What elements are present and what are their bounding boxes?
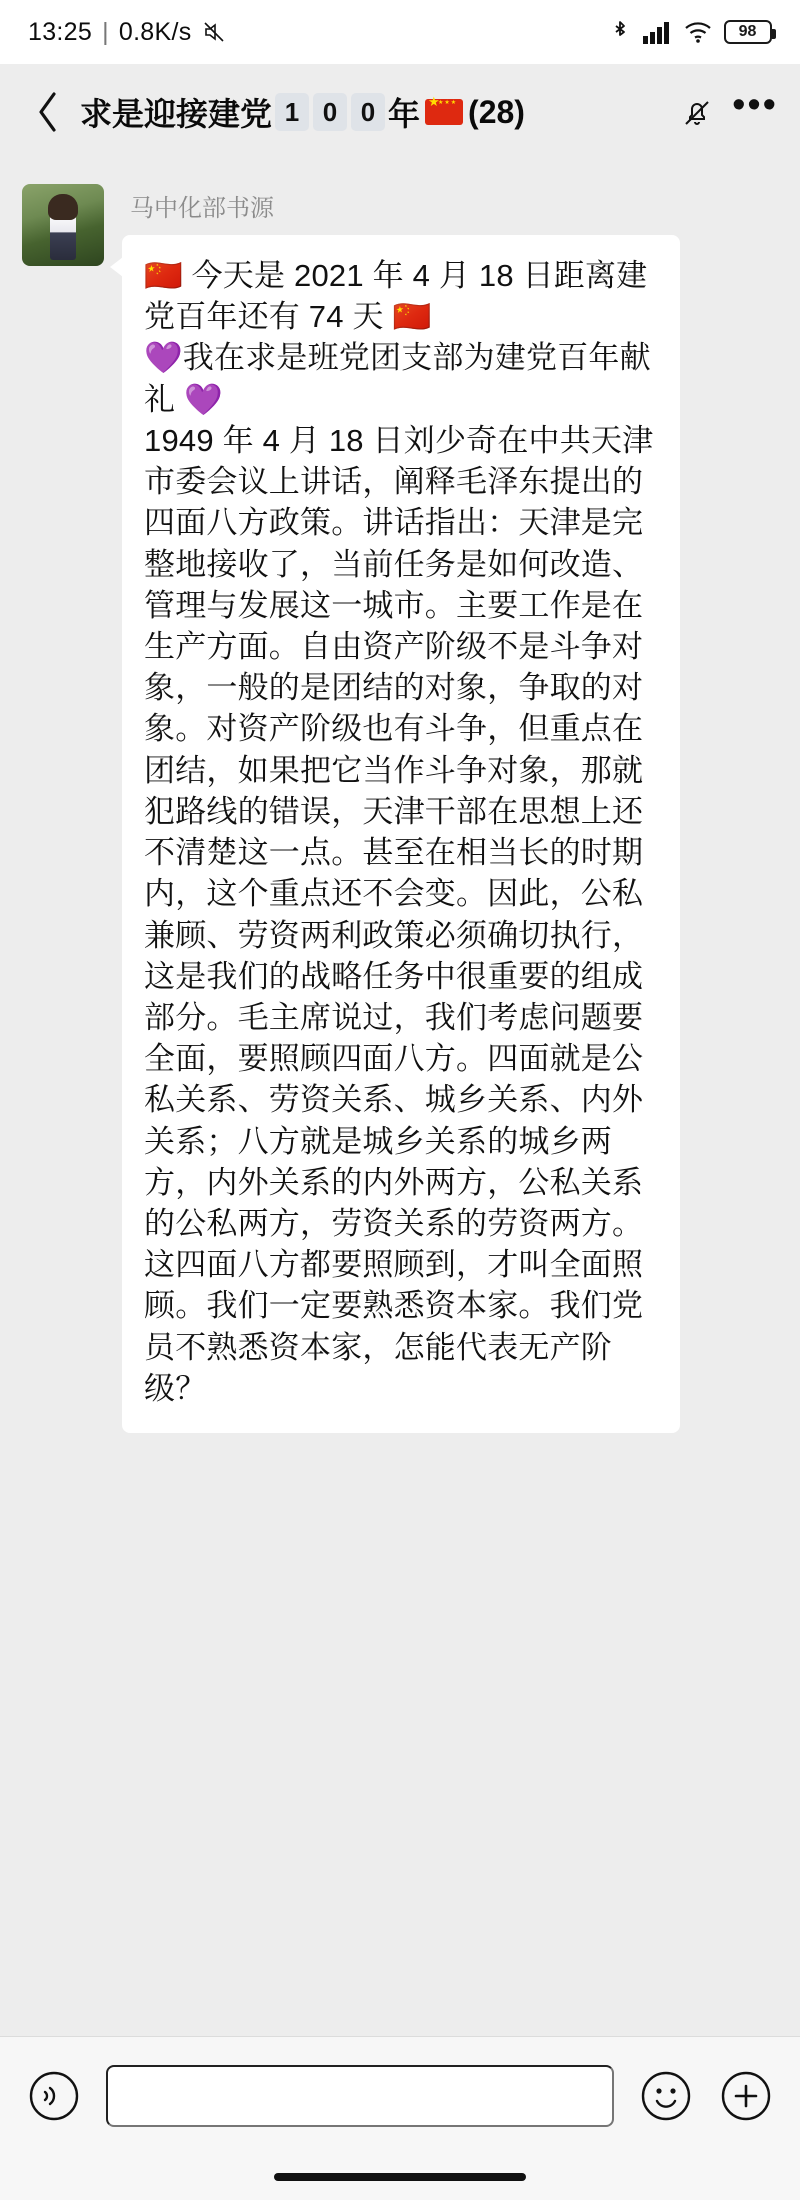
more-dots-icon[interactable]: ••• — [732, 84, 778, 127]
message-line-2: 💜我在求是班党团支部为建党百年献礼 💜 — [144, 340, 651, 417]
title-number-1: 1 — [275, 93, 309, 131]
emoji-icon[interactable] — [638, 2068, 694, 2124]
signal-bars-icon — [642, 19, 672, 45]
message-line-3: 1949 年 4 月 18 日刘少奇在中共天津市委会议上讲话，阐释毛泽东提出的四面八方政策。讲话指出：天津是完整地接收了，当前任务是如何改造、管理与发展这一城市。主要工作是在生产方面。自由资产阶级不是斗争对象，一般的是团结的对象，争取的对象。对资产阶级也有斗争，但重点在团结，如果把它当作斗争对象，那就犯路线的错误，天津干部在思想上还不清楚这一点。甚至在相当长的时期内，这个重点还不会变。因此，公私兼顾、劳资两利政策必须确切执行，这是我们的战略任务中很重要的组成部分。毛主席说过，我们考虑问题要全面，要照顾四面八方。四面就是公私关系、劳资关系、城乡关系、内外关系；八方就是城乡关系的城乡两方，内外关系的内外两方，公私关系的公私两方，劳资关系的劳资两方。这四面八方都要照顾到，才叫全面照顾。我们一定要熟悉资本家。我们党员不熟悉资本家，怎能代表无产阶级？ — [144, 422, 654, 1406]
status-time: 13:25 — [28, 17, 93, 46]
china-flag-icon — [425, 99, 463, 125]
back-chevron-icon[interactable] — [22, 86, 74, 138]
message-sender-name: 马中化部书源 — [130, 195, 274, 222]
bluetooth-icon — [610, 19, 630, 45]
status-bar — [0, 0, 800, 64]
mute-icon — [202, 20, 226, 44]
status-bar-left — [28, 18, 226, 47]
message-list — [0, 160, 800, 2036]
member-count: (28) — [468, 93, 525, 130]
home-indicator-bar — [0, 2154, 800, 2200]
status-bar-right — [610, 19, 772, 45]
battery-indicator — [724, 20, 772, 44]
title-middle: 年 — [388, 96, 421, 132]
message-text-input[interactable] — [106, 2065, 614, 2127]
nav-bar-actions — [682, 84, 778, 129]
message-line-1: 🇨🇳 今天是 2021 年 4 月 18 日距离建党百年还有 74 天 🇨🇳 — [144, 258, 648, 335]
home-indicator[interactable] — [274, 2173, 526, 2181]
contact-avatar[interactable] — [22, 184, 104, 266]
voice-input-icon[interactable] — [26, 2068, 82, 2124]
message-input-bar — [0, 2036, 800, 2154]
message-item — [22, 184, 778, 1433]
plus-icon[interactable] — [718, 2068, 774, 2124]
battery-level: 98 — [738, 23, 757, 40]
page-title — [80, 89, 525, 135]
bell-off-icon[interactable] — [682, 95, 712, 129]
wifi-icon — [684, 20, 712, 44]
title-number-2: 0 — [313, 93, 347, 131]
status-separator: | — [102, 17, 109, 46]
message-content — [122, 184, 680, 1433]
avatar-hair — [48, 194, 78, 220]
status-network-speed: 0.8K/s — [118, 17, 192, 46]
title-prefix: 求是迎接建党 — [80, 96, 273, 132]
title-number-3: 0 — [351, 93, 385, 131]
nav-bar — [0, 64, 800, 160]
message-bubble[interactable] — [122, 235, 680, 1433]
